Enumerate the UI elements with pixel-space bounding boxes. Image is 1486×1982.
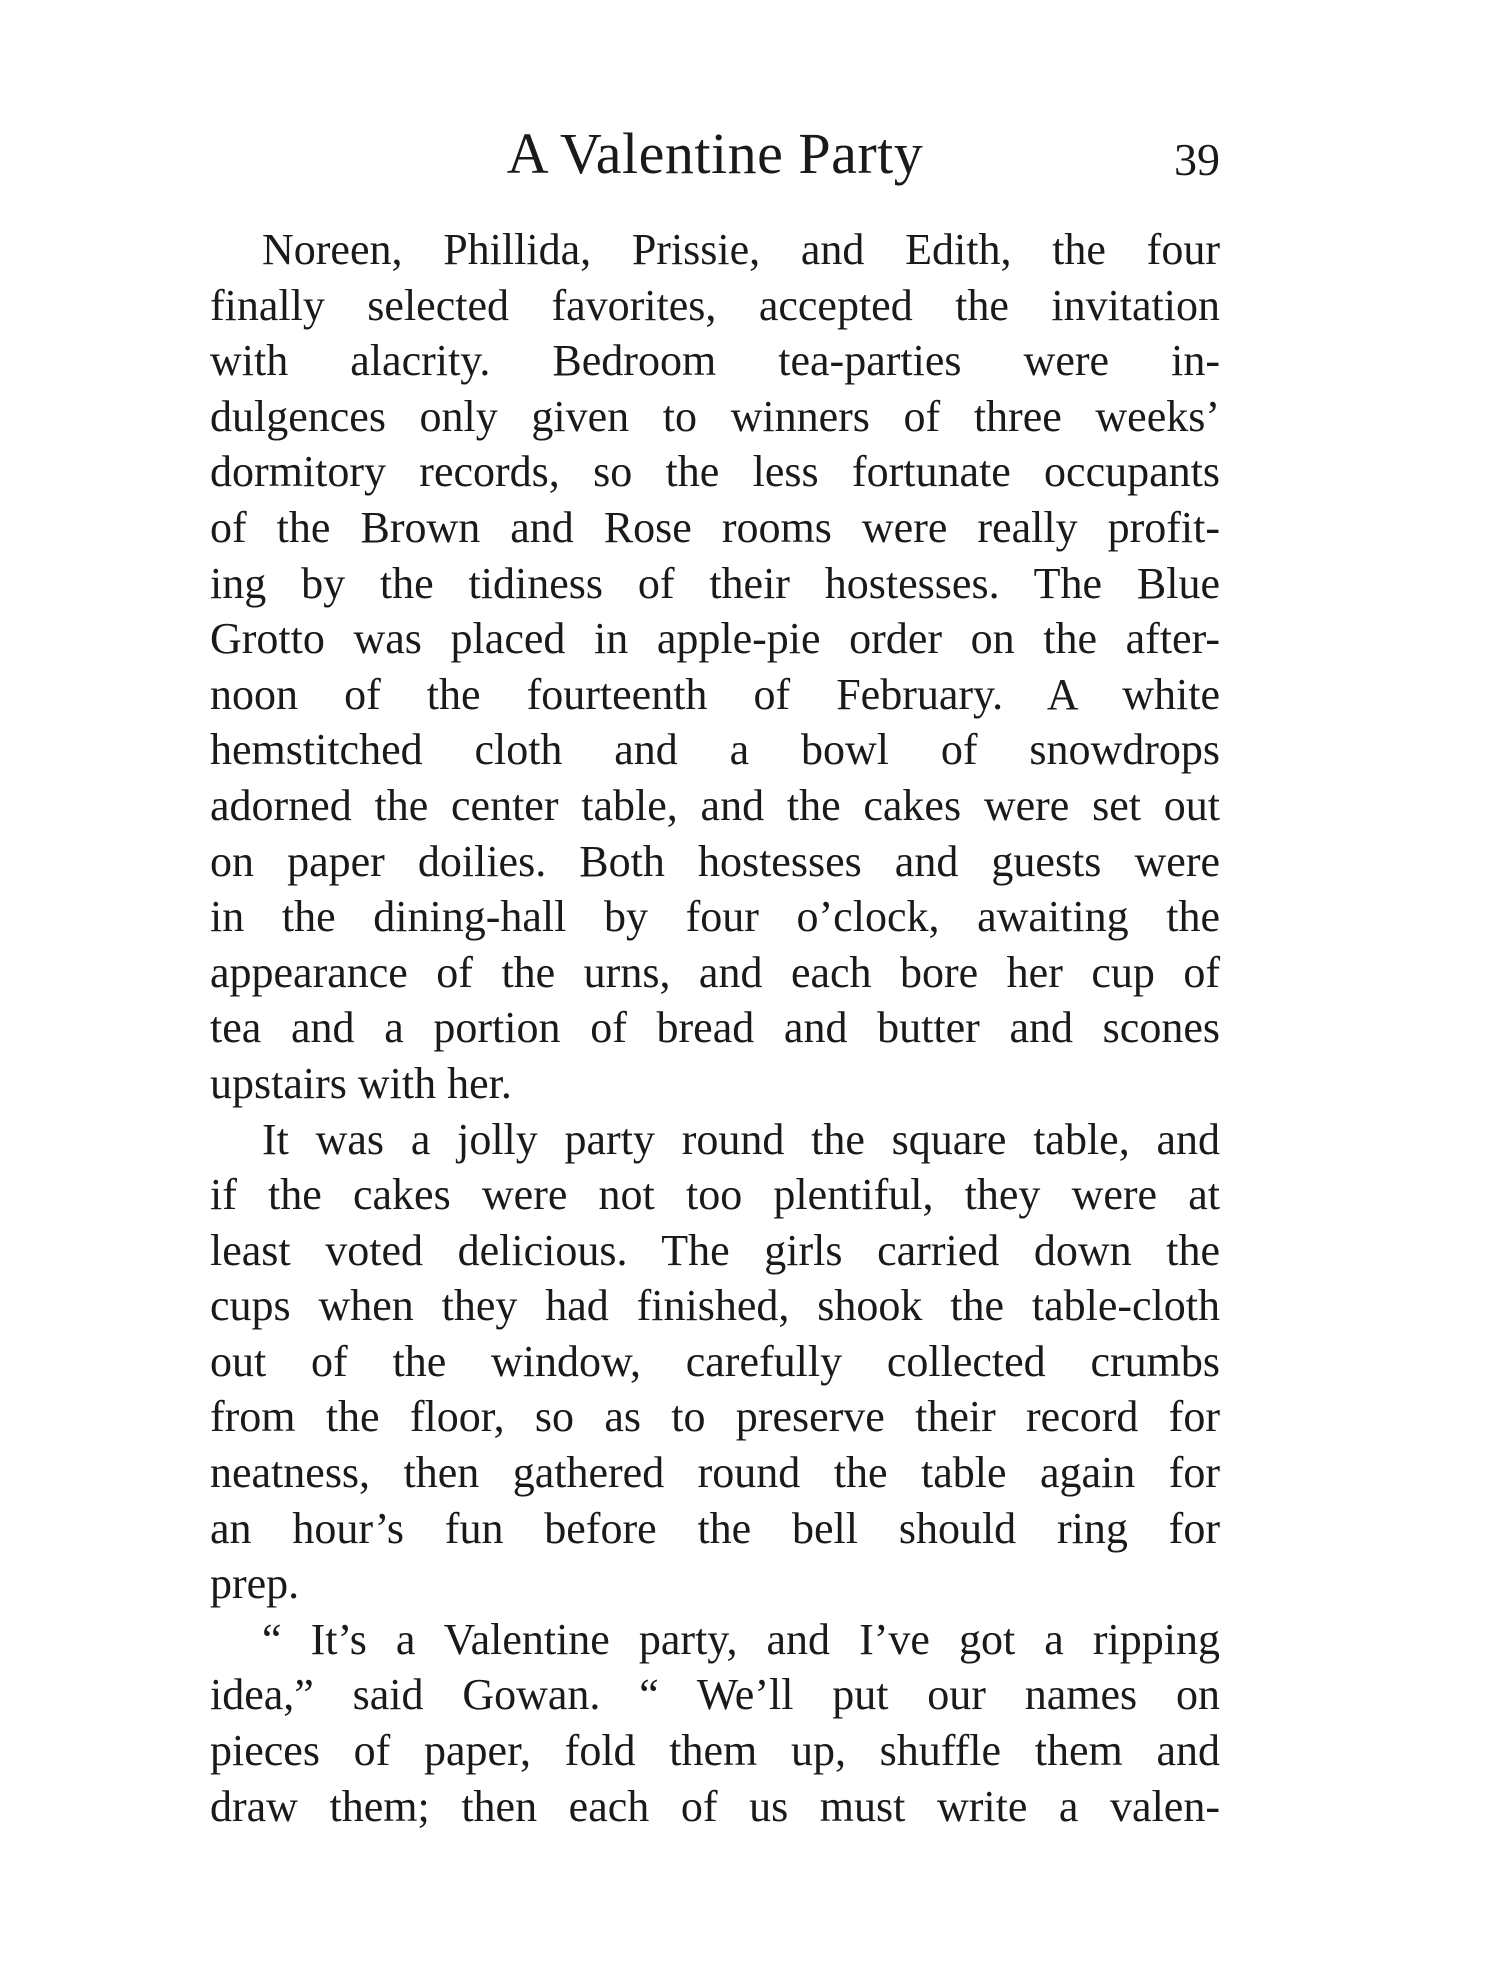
chapter-title: A Valentine Party [506,121,924,186]
text-line: with alacrity. Bedroom tea-parties were in- [210,336,1220,386]
text-line: draw them; then each of us must write a valen- [210,1781,1220,1831]
text-line: dulgences only given to winners of three weeks’ [210,391,1220,441]
text-line: Noreen, Phillida, Prissie, and Edith, the four [262,225,1220,274]
text-line: It was a jolly party round the square table, and [262,1114,1220,1164]
text-line: “ It’s a Valentine party, and I’ve got a ripping [262,1614,1220,1664]
text-line: finally selected favorites, accepted the invitation [210,280,1220,330]
text-line: hemstitched cloth and a bowl of snowdrops [210,725,1220,775]
text-line: on paper doilies. Both hostesses and guests were [210,836,1220,886]
text-line: from the floor, so as to preserve their record for [210,1392,1220,1442]
text-line: if the cakes were not too plentiful, they were at [210,1170,1220,1220]
text-line: out of the window, carefully collected crumbs [210,1336,1220,1386]
running-header [210,118,1220,198]
text-line: appearance of the urns, and each bore her cup of [210,947,1220,997]
text-line: tea and a portion of bread and butter and scones [210,1003,1220,1053]
text-line: of the Brown and Rose rooms were really profit- [210,502,1220,552]
text-line: cups when they had finished, shook the table-cloth [210,1281,1220,1331]
text-line: least voted delicious. The girls carried down the [210,1225,1220,1275]
text-line: prep. [210,1559,300,1609]
body-text [210,222,1220,1834]
text-line: neatness, then gathered round the table again for [210,1448,1220,1498]
text-line: pieces of paper, fold them up, shuffle them and [210,1726,1220,1776]
text-line: adorned the center table, and the cakes were set out [210,780,1220,830]
text-line: dormitory records, so the less fortunate occupants [210,447,1220,497]
text-line: idea,” said Gowan. “ We’ll put our names on [210,1670,1220,1720]
text-line: upstairs with her. [210,1058,512,1108]
text-line: an hour’s fun before the bell should ring for [210,1503,1220,1553]
text-line: noon of the fourteenth of February. A white [210,669,1220,719]
text-line: ing by the tidiness of their hostesses. The Blue [210,558,1220,608]
text-line: in the dining-hall by four o’clock, awaiting the [210,892,1220,942]
text-line: Grotto was placed in apple-pie order on the after- [210,614,1220,664]
page-number: 39 [1174,134,1220,185]
